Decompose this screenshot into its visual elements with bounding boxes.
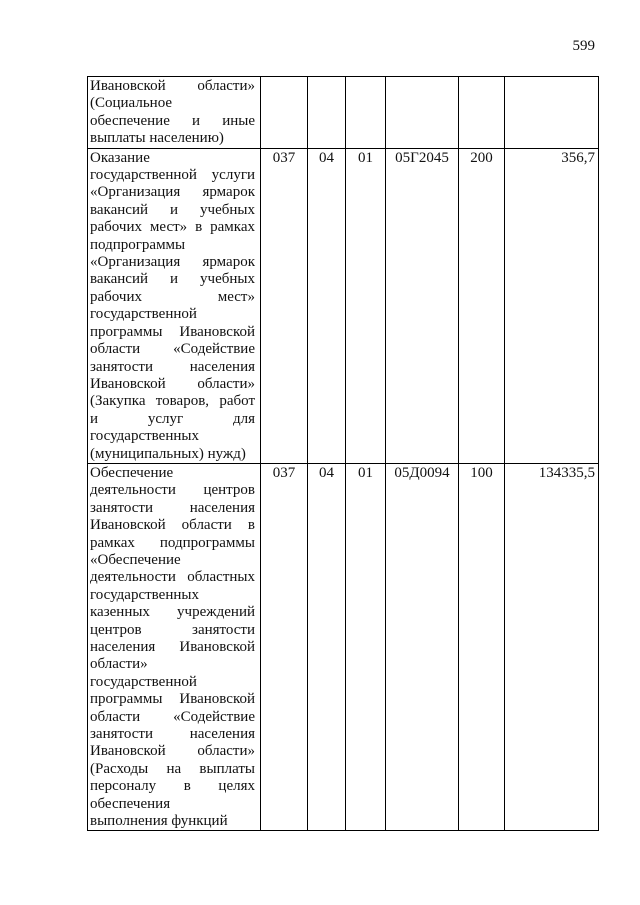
expense-name-line: деятельности центров [90, 482, 255, 499]
section-code-cell: 04 [308, 463, 346, 831]
expense-name-line: подпрограммы [90, 236, 186, 253]
expense-name-line: Обеспечение [90, 464, 174, 481]
expense-name-line: «Организация ярмарок [90, 184, 255, 201]
expense-name-line: государственной [90, 306, 197, 323]
expense-name-line: занятости населения [90, 358, 255, 375]
expense-name-line: государственной [90, 673, 197, 690]
expense-name-line: вакансий и учебных [90, 271, 255, 288]
expense-name-line: программы Ивановской [90, 323, 255, 340]
section-code-cell [308, 77, 346, 149]
expense-name-line: центров занятости [90, 621, 255, 638]
expense-name-line: «Организация ярмарок [90, 254, 255, 271]
expense-name-line: области» [90, 656, 148, 673]
expense-name-cell [88, 463, 261, 831]
expense-name-line: деятельности областных [90, 569, 255, 586]
ministry-code-cell: 037 [261, 148, 308, 463]
expense-name-line: занятости населения [90, 726, 255, 743]
target-article-cell: 05Г2045 [386, 148, 459, 463]
expense-name-line: рамках подпрограммы [90, 534, 255, 551]
expense-name-line: вакансий и учебных [90, 201, 255, 218]
subsection-code-cell: 01 [346, 148, 386, 463]
expense-name-line: рабочих мест» [90, 288, 255, 305]
expense-name-line: занятости населения [90, 499, 255, 516]
expense-name-line: населения Ивановской [90, 639, 255, 655]
expense-name-line: государственных [90, 586, 199, 603]
expense-name-line: программы Ивановской [90, 691, 255, 708]
table-row [88, 148, 599, 463]
expense-type-cell: 100 [459, 463, 505, 831]
expense-name-line: Ивановской области» [90, 375, 255, 392]
ministry-code-cell [261, 77, 308, 149]
expense-name-line: государственных [90, 428, 199, 445]
expense-name-cell [88, 148, 261, 463]
expense-name-line: «Обеспечение [90, 551, 181, 568]
expense-name-line: выплаты населению) [90, 130, 224, 147]
expense-name-line: (Социальное [90, 95, 173, 112]
expense-name-line: Ивановской области» [90, 78, 255, 94]
table-row [88, 77, 599, 149]
expense-type-cell [459, 77, 505, 149]
expense-name-line: персоналу в целях [90, 778, 255, 795]
section-code-cell: 04 [308, 148, 346, 463]
expense-name-line: обеспечение и иные [90, 112, 255, 129]
expense-name-line: Оказание [90, 149, 150, 166]
expense-type-cell: 200 [459, 148, 505, 463]
expense-name-line: выполнения функций [90, 813, 228, 830]
expense-name-line: государственной услуги [90, 167, 255, 184]
expense-name-line: (Расходы на выплаты [90, 760, 255, 777]
expense-name-line: обеспечения [90, 795, 171, 812]
expense-name-line: (Закупка товаров, работ [90, 393, 255, 410]
expense-name-line: и услуг для [90, 410, 255, 427]
page-number: 599 [572, 38, 595, 54]
expense-name-cell [88, 77, 261, 149]
amount-cell: 356,7 [505, 148, 599, 463]
expense-name-line: (муниципальных) нужд) [90, 445, 246, 462]
expense-name-line: Ивановской области в [90, 517, 255, 534]
expense-name-line: рабочих мест» в рамках [90, 219, 255, 236]
ministry-code-cell: 037 [261, 463, 308, 831]
amount-cell: 134335,5 [505, 463, 599, 831]
subsection-code-cell: 01 [346, 463, 386, 831]
budget-table [87, 76, 599, 831]
amount-cell [505, 77, 599, 149]
table-row [88, 463, 599, 831]
target-article-cell: 05Д0094 [386, 463, 459, 831]
expense-name-line: области «Содействие [90, 708, 255, 725]
target-article-cell [386, 77, 459, 149]
subsection-code-cell [346, 77, 386, 149]
expense-name-line: Ивановской области» [90, 743, 255, 760]
expense-name-line: казенных учреждений [90, 604, 255, 621]
expense-name-line: области «Содействие [90, 341, 255, 358]
